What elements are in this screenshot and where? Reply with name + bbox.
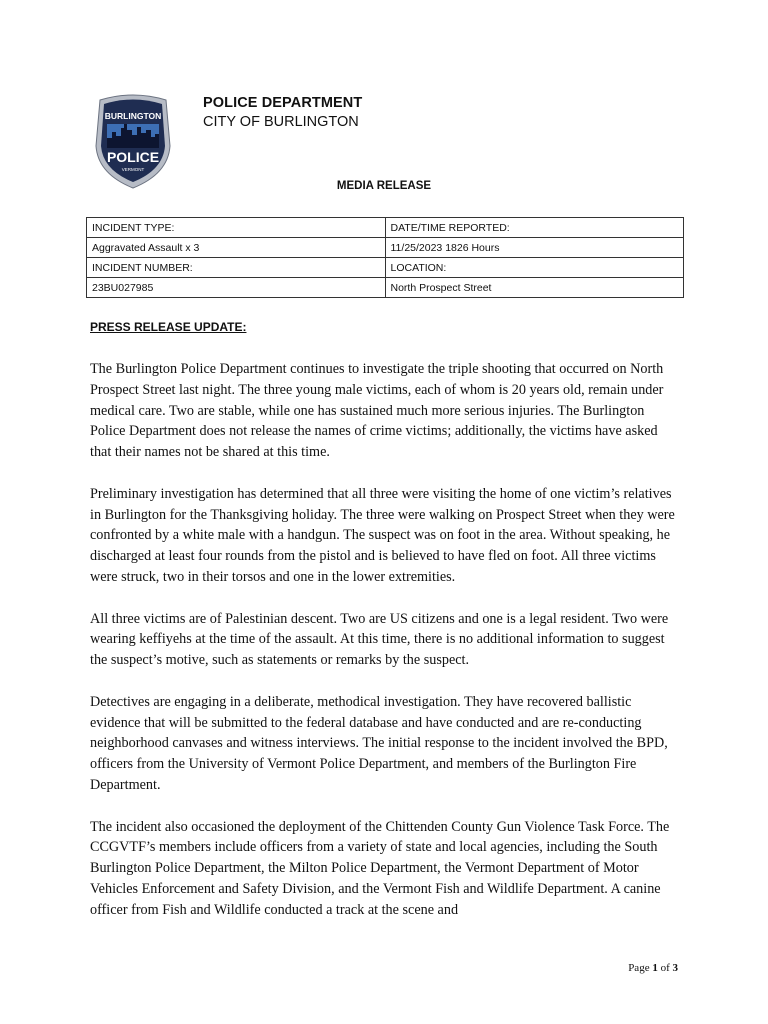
table-row bbox=[87, 238, 684, 258]
city-name: CITY OF BURLINGTON bbox=[203, 114, 359, 130]
current-page: 1 bbox=[652, 962, 658, 974]
location-value: North Prospect Street bbox=[385, 278, 684, 298]
media-release-title: MEDIA RELEASE bbox=[336, 180, 432, 192]
page-number-footer bbox=[628, 962, 678, 974]
body-paragraph: Preliminary investigation has determined that all three were visiting the home of one victim’s relatives in Burlington for the Thanksgiving holiday. The three were walking on Prospect Street when they were confronted by a white male with a handgun. The suspect was on foot in the area. Without speaking, he discharged at least four rounds from the pistol and is believed to have fled on foot. All three victims were struck, two in their torsos and one in the lower extremities. bbox=[90, 485, 675, 585]
incident-info-table bbox=[86, 217, 684, 298]
datetime-value: 11/25/2023 1826 Hours bbox=[385, 238, 684, 258]
badge-top-text: BURLINGTON bbox=[104, 111, 162, 121]
press-release-body bbox=[90, 359, 680, 941]
total-pages: 3 bbox=[672, 962, 678, 974]
badge-main-text: POLICE bbox=[106, 149, 160, 165]
incident-type-label: INCIDENT TYPE: bbox=[87, 218, 386, 238]
incident-number-label: INCIDENT NUMBER: bbox=[87, 258, 386, 278]
badge-bottom-text: VERMONT bbox=[121, 167, 145, 172]
body-paragraph: Detectives are engaging in a deliberate, methodical investigation. They have recovered ballistic evidence that will be submitted to the federal database and have conducted and are re-conducting neighborhood canvases and witness interviews. The initial response to the incident involved the BPD, officers from the University of Vermont Police Department, and members of the Burlington Fire Department. bbox=[90, 693, 668, 793]
incident-type-value: Aggravated Assault x 3 bbox=[87, 238, 386, 258]
department-name: POLICE DEPARTMENT bbox=[203, 95, 363, 111]
header-block bbox=[203, 94, 362, 132]
table-row bbox=[87, 258, 684, 278]
table-row bbox=[87, 278, 684, 298]
body-paragraph: All three victims are of Palestinian descent. Two are US citizens and one is a legal resident. Two were wearing keffiyehs at the time of the assault. At this time, there is no additional information to suggest the suspect’s motive, such as statements or remarks by the suspect. bbox=[90, 610, 669, 669]
page-word: Page bbox=[628, 962, 650, 974]
body-paragraph: The incident also occasioned the deployment of the Chittenden County Gun Violence Task Force. The CCGVTF’s members include officers from a variety of state and local agencies, including the South Burlington Police Department, the Milton Police Department, the Vermont Department of Motor Vehicles Enforcement and Safety Division, and the Vermont Fish and Wildlife Department. A canine officer from Fish and Wildlife conducted a track at the scene and bbox=[90, 818, 670, 918]
body-paragraph: The Burlington Police Department continues to investigate the triple shooting that occurred on North Prospect Street last night. The three young male victims, each of whom is 20 years old, remain under medical care. Two are stable, while one has sustained much more serious injuries. The Burlington Police Department does not release the names of crime victims; additionally, the victims have asked that their names not be shared at this time. bbox=[90, 361, 664, 461]
location-label: LOCATION: bbox=[385, 258, 684, 278]
press-release-heading: PRESS RELEASE UPDATE: bbox=[90, 320, 247, 334]
incident-number-value: 23BU027985 bbox=[87, 278, 386, 298]
police-badge-logo bbox=[94, 94, 172, 190]
table-row bbox=[87, 218, 684, 238]
of-word: of bbox=[660, 962, 670, 974]
datetime-label: DATE/TIME REPORTED: bbox=[385, 218, 684, 238]
